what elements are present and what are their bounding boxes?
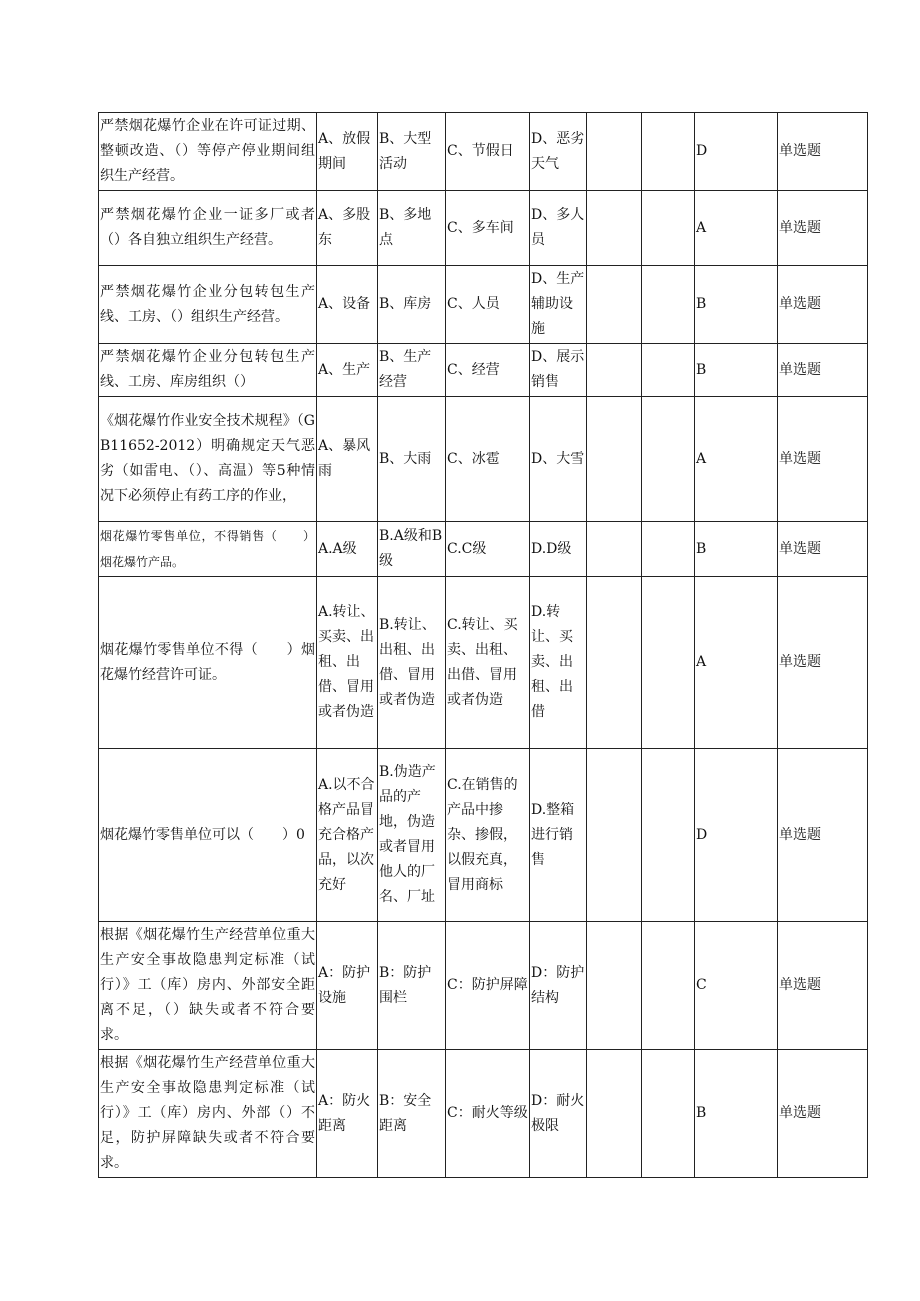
question-row (99, 191, 868, 266)
question-text: 根据《烟花爆竹生产经营单位重大生产安全事故隐患判定标准（试行）》工（库）房内、外部安全距离不足，（）缺失或者不符合要求。 (99, 922, 317, 1050)
question-row (99, 749, 868, 922)
option-d: D、多人员 (530, 191, 587, 266)
question-type: 单选题 (778, 522, 868, 577)
question-text: 严禁烟花爆竹企业分包转包生产线、工房、（）组织生产经营。 (99, 266, 317, 344)
empty-cell (587, 344, 642, 397)
option-c: C：耐火等级 (446, 1050, 530, 1178)
empty-cell (587, 266, 642, 344)
question-type: 单选题 (778, 1050, 868, 1178)
question-text: 严禁烟花爆竹企业一证多厂或者（）各自独立组织生产经营。 (99, 191, 317, 266)
option-a: A：防火距离 (317, 1050, 378, 1178)
question-text: 严禁烟花爆竹企业分包转包生产线、工房、库房组织（） (99, 344, 317, 397)
answer-cell: A (695, 577, 778, 749)
option-a: A：防护设施 (317, 922, 378, 1050)
empty-cell (642, 522, 695, 577)
option-c: C、经营 (446, 344, 530, 397)
empty-cell (642, 344, 695, 397)
empty-cell (587, 1050, 642, 1178)
option-d: D.转让、买卖、出租、出借 (530, 577, 587, 749)
option-b: B：防护围栏 (378, 922, 446, 1050)
empty-cell (642, 577, 695, 749)
question-type: 单选题 (778, 749, 868, 922)
option-b: B、库房 (378, 266, 446, 344)
question-table (98, 112, 868, 1178)
question-type: 单选题 (778, 397, 868, 522)
question-text: 烟花爆竹零售单位，不得销售（ ）烟花爆竹产品。 (99, 522, 317, 577)
option-c: C.转让、买卖、出租、出借、冒用或者伪造 (446, 577, 530, 749)
option-c: C、多车间 (446, 191, 530, 266)
question-row (99, 922, 868, 1050)
question-text: 《烟花爆竹作业安全技术规程》（GB11652-2012）明确规定天气恶劣（如雷电、（）、高温）等5种情况下必须停止有药工序的作业， (99, 397, 317, 522)
option-c: C：防护屏障 (446, 922, 530, 1050)
option-d: D：防护结构 (530, 922, 587, 1050)
empty-cell (642, 749, 695, 922)
option-a: A.转让、买卖、出租、出借、冒用或者伪造 (317, 577, 378, 749)
option-b: B.转让、出租、出借、冒用或者伪造 (378, 577, 446, 749)
empty-cell (587, 191, 642, 266)
option-a: A、设备 (317, 266, 378, 344)
option-d: D：耐火极限 (530, 1050, 587, 1178)
answer-cell: A (695, 397, 778, 522)
empty-cell (587, 922, 642, 1050)
question-row (99, 1050, 868, 1178)
answer-cell: A (695, 191, 778, 266)
question-text: 根据《烟花爆竹生产经营单位重大生产安全事故隐患判定标准（试行）》工（库）房内、外部（）不足，防护屏障缺失或者不符合要求。 (99, 1050, 317, 1178)
option-b: B.A级和B级 (378, 522, 446, 577)
option-b: B、多地点 (378, 191, 446, 266)
option-c: C、冰雹 (446, 397, 530, 522)
question-row (99, 397, 868, 522)
empty-cell (587, 397, 642, 522)
empty-cell (642, 1050, 695, 1178)
option-d: D、生产辅助设施 (530, 266, 587, 344)
question-row (99, 344, 868, 397)
question-row (99, 113, 868, 191)
option-a: A、放假期间 (317, 113, 378, 191)
question-type: 单选题 (778, 577, 868, 749)
empty-cell (587, 577, 642, 749)
option-d: D、展示销售 (530, 344, 587, 397)
empty-cell (587, 749, 642, 922)
answer-cell: D (695, 749, 778, 922)
question-type: 单选题 (778, 191, 868, 266)
question-row (99, 522, 868, 577)
empty-cell (642, 266, 695, 344)
option-b: B、大雨 (378, 397, 446, 522)
option-c: C、节假日 (446, 113, 530, 191)
option-c: C、人员 (446, 266, 530, 344)
answer-cell: C (695, 922, 778, 1050)
option-c: C.C级 (446, 522, 530, 577)
option-b: B：安全距离 (378, 1050, 446, 1178)
option-a: A.以不合格产品冒充合格产品，以次充好 (317, 749, 378, 922)
question-type: 单选题 (778, 344, 868, 397)
question-row (99, 266, 868, 344)
question-text: 烟花爆竹零售单位可以（ ）0 (99, 749, 317, 922)
answer-cell: B (695, 522, 778, 577)
empty-cell (642, 922, 695, 1050)
option-d: D.整箱进行销售 (530, 749, 587, 922)
question-row (99, 577, 868, 749)
option-a: A、多股东 (317, 191, 378, 266)
option-a: A.A级 (317, 522, 378, 577)
option-d: D、大雪 (530, 397, 587, 522)
question-type: 单选题 (778, 266, 868, 344)
question-text: 严禁烟花爆竹企业在许可证过期、整顿改造、（）等停产停业期间组织生产经营。 (99, 113, 317, 191)
option-d: D、恶劣天气 (530, 113, 587, 191)
answer-cell: D (695, 113, 778, 191)
question-text: 烟花爆竹零售单位不得（ ）烟花爆竹经营许可证。 (99, 577, 317, 749)
empty-cell (642, 191, 695, 266)
option-a: A、生产 (317, 344, 378, 397)
question-type: 单选题 (778, 113, 868, 191)
option-b: B、生产经营 (378, 344, 446, 397)
question-type: 单选题 (778, 922, 868, 1050)
option-c: C.在销售的产品中掺杂、掺假，以假充真，冒用商标 (446, 749, 530, 922)
answer-cell: B (695, 266, 778, 344)
option-a: A、暴风雨 (317, 397, 378, 522)
option-d: D.D级 (530, 522, 587, 577)
empty-cell (587, 113, 642, 191)
empty-cell (642, 113, 695, 191)
option-b: B.伪造产品的产地，伪造或者冒用他人的厂名、厂址 (378, 749, 446, 922)
empty-cell (587, 522, 642, 577)
answer-cell: B (695, 344, 778, 397)
answer-cell: B (695, 1050, 778, 1178)
empty-cell (642, 397, 695, 522)
option-b: B、大型活动 (378, 113, 446, 191)
